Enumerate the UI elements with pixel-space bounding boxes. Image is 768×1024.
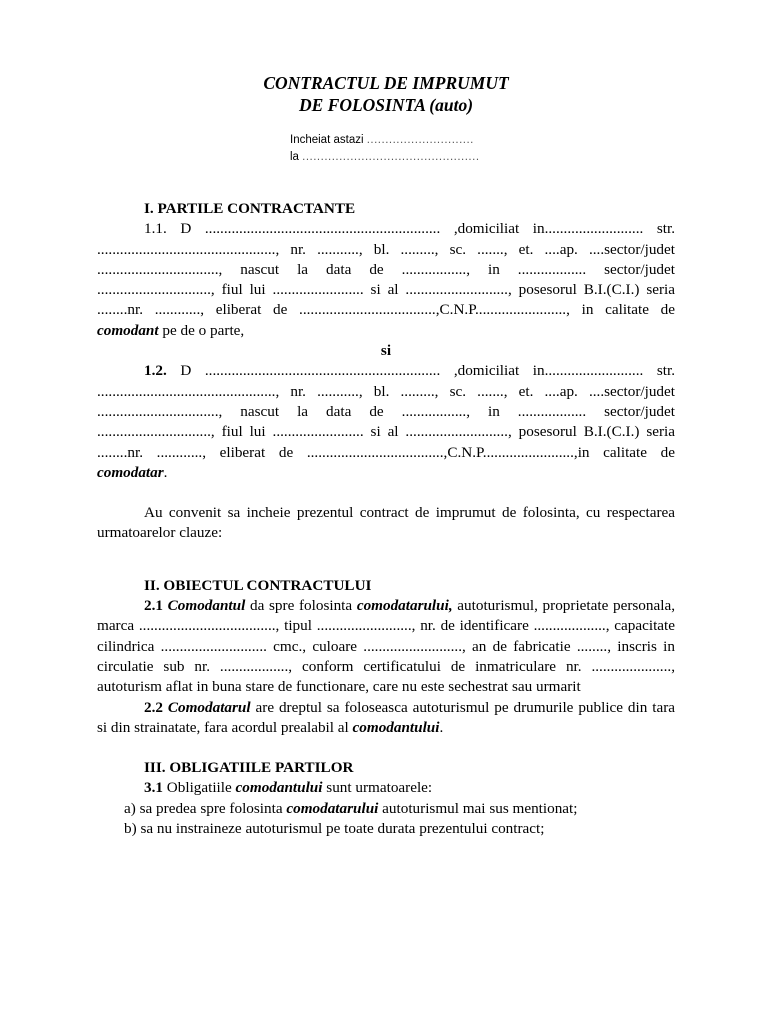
clause-2-2-text-a: are dreptul sa foloseasca autoturismul pe drumurile publice din tara si din strainatate, fara acordul prealabil al [97,698,675,736]
clause-2-1-comodantul: Comodantul [162,597,246,615]
clause-1-2-number: 1.2. [144,362,167,380]
clause-3-1 [144,778,675,798]
clause-2-2 [97,698,675,739]
clause-2-1-text-b: autoturismul, proprietate personala, marca ...................................., tipul ........................., nr. de identificare ..................., capacitate cilindrica ............................ cmc., culoare .........................., an de fabricatie ........, inscris in circulatie sub nr. .................., conform certificatului de inmatriculare nr. ....................., autoturism aflat in buna stare de functionare, care nu este sechestrat sau urmarit [97,597,675,696]
document-page [97,72,675,839]
obligation-item-a [124,799,675,819]
clause-1-2-end: . [163,463,168,481]
clause-1-1-text: D .............................................................. ,domiciliat in.......................... str. ..............................................., nr. ..........., bl. ........., sc. ......., et. ....ap. ....sector/judet ................................, nascut la data de ................., in .................. sector/judet .............................., fiul lui ........................ si al ..........................., posesorul B.I.(C.I.) seria ........nr. ............, eliberat de ....................................,C.N.P........................, in calitate de [97,220,675,319]
item-a-text-2: autoturismul mai sus mentionat; [378,799,578,817]
la-blank: ................................................ [302,150,480,163]
clause-1-1-end: pe de o parte, [158,321,245,339]
clause-1-1 [97,219,675,341]
role-comodant: comodant [97,321,159,339]
item-a-text-1: sa predea spre folosinta [135,799,287,817]
incheiat-label: Incheiat astazi [290,134,364,146]
clause-2-2-comodatarul: Comodatarul [162,698,251,716]
clause-2-2-comodantului: comodantului [352,718,440,736]
clause-2-2-end: . [439,718,444,736]
contract-date-place [290,132,675,165]
item-a-comodatarului: comodatarului [286,799,379,817]
clause-2-1-comodatarului: comodatarului, [356,597,453,615]
clause-2-1-text-a: da spre folosinta [245,597,357,615]
clause-1-2 [97,361,675,483]
clause-2-2-number: 2.2 [144,698,163,716]
clause-1-1-number: 1.1. [144,220,167,238]
section-1-heading: I. PARTILE CONTRACTANTE [144,200,356,217]
section-2-heading: II. OBIECTUL CONTRACTULUI [144,576,372,594]
section-3-heading: III. OBLIGATIILE PARTILOR [144,759,354,777]
si-separator: si [380,342,392,360]
title-line-1: CONTRACTUL DE IMPRUMUT [263,73,509,93]
obligation-item-b [124,819,675,839]
clause-3-1-text-b: sunt urmatoarele: [322,779,433,797]
intro-paragraph: Au convenit sa incheie prezentul contract de imprumut de folosinta, cu respectarea urmatoarelor clauze: [97,504,675,542]
item-a-label: a) [124,799,136,817]
item-b-text: sa nu instraineze autoturismul pe toate durata prezentului contract; [136,820,545,838]
clause-3-1-text-a: Obligatiile [162,779,236,797]
incheiat-blank: ............................. [366,134,474,146]
document-title [97,72,675,116]
item-b-label: b) [124,820,137,838]
clause-3-1-number: 3.1 [144,779,163,797]
role-comodatar: comodatar [97,463,164,481]
clause-2-1 [97,596,675,697]
la-label: la [290,150,299,163]
clause-1-2-text: D .............................................................. ,domiciliat in.......................... str. ..............................................., nr. ..........., bl. ........., sc. ......., et. ....ap. ....sector/judet ................................, nascut la data de ................., in .................. sector/judet .............................., fiul lui ........................ si al ..........................., posesorul B.I.(C.I.) seria ........nr. ............, eliberat de ....................................,C.N.P........................,in calitate de [97,362,675,461]
title-line-2: DE FOLOSINTA (auto) [298,95,474,115]
clause-3-1-comodantului: comodantului [235,779,323,797]
clause-2-1-number: 2.1 [144,597,163,615]
